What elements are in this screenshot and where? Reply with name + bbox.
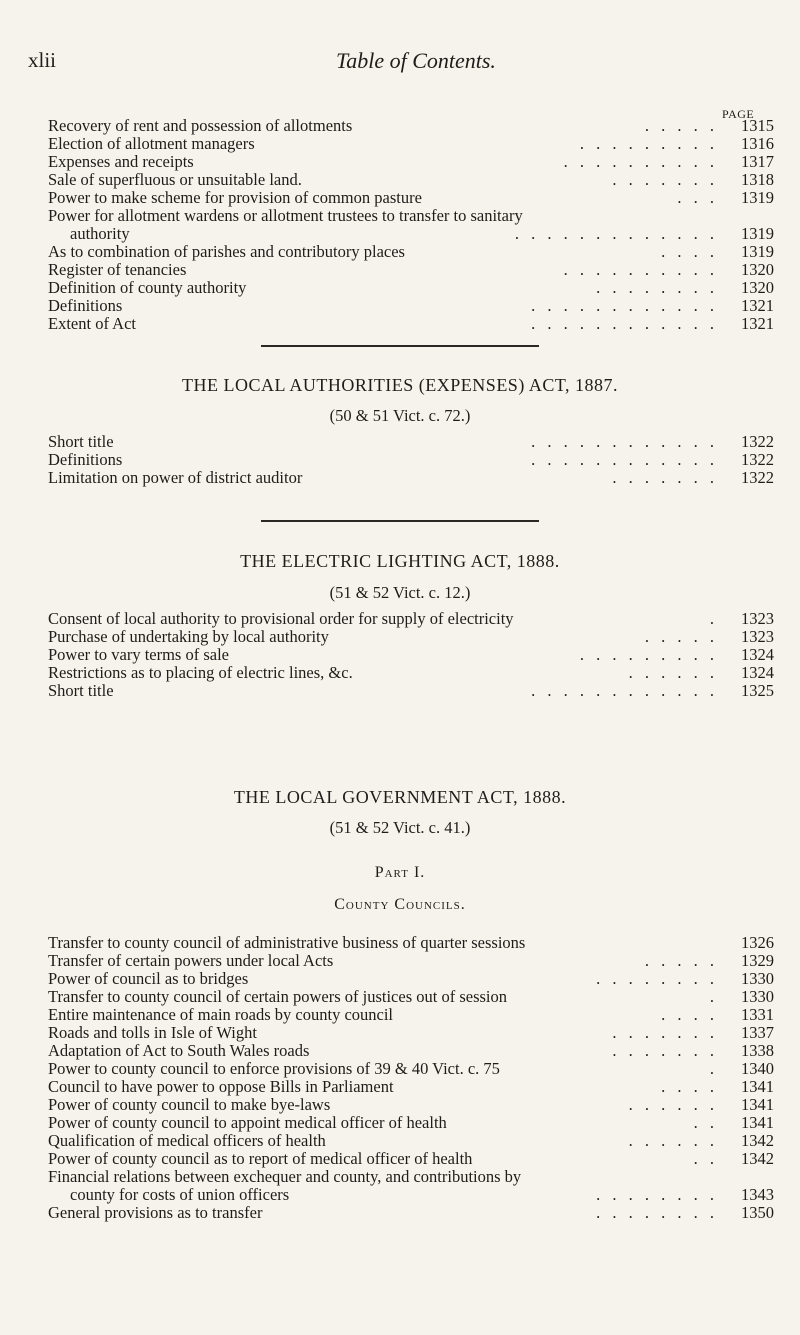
entry-title: Power of council as to bridges — [48, 969, 249, 988]
page-number: 1320 — [741, 260, 774, 279]
page-header — [28, 48, 788, 78]
page-number: 1318 — [741, 170, 774, 189]
toc-entry-continuation — [48, 1186, 774, 1204]
page-number: 1319 — [741, 224, 774, 243]
toc-entry — [48, 207, 774, 225]
toc-entry — [48, 315, 774, 333]
entry-title: Expenses and receipts — [48, 152, 194, 171]
entry-title: Short title — [48, 681, 114, 700]
dot-leader: . . . . . . . . — [596, 1185, 718, 1204]
page-number: 1321 — [741, 296, 774, 315]
toc-entry — [48, 1132, 774, 1150]
folio-number: xlii — [28, 48, 57, 72]
act-title: THE LOCAL AUTHORITIES (EXPENSES) ACT, 1887. — [182, 375, 618, 395]
toc-entry — [48, 297, 774, 315]
toc-entry — [48, 1006, 774, 1024]
entry-title: Definitions — [48, 450, 123, 469]
dot-leader: . . . . . . . . . . . . . — [514, 224, 718, 243]
toc-entry — [48, 628, 774, 646]
page-number: 1340 — [741, 1059, 774, 1078]
act-title: THE ELECTRIC LIGHTING ACT, 1888. — [240, 551, 560, 571]
toc-section-local-authorities-expenses — [48, 433, 774, 487]
toc-entry — [48, 610, 774, 628]
dot-leader: . . . . . . . — [612, 1023, 718, 1042]
dot-leader: . — [709, 609, 718, 628]
dot-leader: . — [709, 987, 718, 1006]
toc-entry — [48, 1024, 774, 1042]
toc-entry — [48, 279, 774, 297]
toc-entry — [48, 433, 774, 451]
toc-entry-continuation — [48, 225, 774, 243]
toc-section-electric-lighting — [48, 610, 774, 700]
entry-title: county for costs of union officers — [70, 1185, 290, 1204]
toc-entry — [48, 469, 774, 487]
dot-leader: . . . . . . . . . . — [563, 152, 718, 171]
toc-entry — [48, 1114, 774, 1132]
entry-title: Power to county council to enforce provisions of 39 & 40 Vict. c. 75 — [48, 1059, 500, 1078]
page-number: 1343 — [741, 1185, 774, 1204]
entry-title: Transfer of certain powers under local Acts — [48, 951, 334, 970]
page-number: 1330 — [741, 969, 774, 988]
toc-entry — [48, 153, 774, 171]
toc-entry — [48, 1060, 774, 1078]
entry-title: Definition of county authority — [48, 278, 247, 297]
page-number: 1337 — [741, 1023, 774, 1042]
entry-title: Council to have power to oppose Bills in Parliament — [48, 1077, 394, 1096]
dot-leader: . . . . . . . — [612, 1041, 718, 1060]
act-title: THE LOCAL GOVERNMENT ACT, 1888. — [233, 787, 567, 807]
running-title: Table of Contents. — [336, 48, 496, 73]
entry-title: General provisions as to transfer — [48, 1203, 263, 1222]
toc-entry — [48, 1078, 774, 1096]
dot-leader: . . . . . . — [628, 1095, 718, 1114]
toc-entry — [48, 1096, 774, 1114]
entry-title: Power to vary terms of sale — [48, 645, 229, 664]
entry-title: Power of county council to appoint medical officer of health — [48, 1113, 447, 1132]
toc-entry — [48, 682, 774, 700]
page-number: 1319 — [741, 242, 774, 261]
page-number: 1341 — [741, 1095, 774, 1114]
toc-entry — [48, 451, 774, 469]
entry-title: Roads and tolls in Isle of Wight — [48, 1023, 257, 1042]
toc-entry — [48, 952, 774, 970]
entry-title: Adaptation of Act to South Wales roads — [48, 1041, 310, 1060]
section-divider — [261, 345, 539, 347]
page-number: 1342 — [741, 1149, 774, 1168]
page-number: 1324 — [741, 663, 774, 682]
toc-section-allotments — [48, 117, 774, 333]
dot-leader: . . . . . . — [628, 1131, 718, 1150]
page-number: 1341 — [741, 1077, 774, 1096]
entry-title: Consent of local authority to provisional order for supply of electricity — [48, 609, 514, 628]
entry-title: Transfer to county council of certain powers of justices out of session — [48, 987, 508, 1006]
dot-leader: . . . — [677, 188, 718, 207]
dot-leader: . . . . . . . . . . . . — [531, 681, 718, 700]
toc-entry — [48, 189, 774, 207]
entry-title: Financial relations between exchequer and county, and contributions by — [48, 1167, 522, 1186]
page-number: 1322 — [741, 450, 774, 469]
act-citation: (50 & 51 Vict. c. 72.) — [329, 406, 471, 425]
page-number: 1326 — [741, 933, 774, 952]
toc-entry — [48, 646, 774, 664]
entry-title: Election of allotment managers — [48, 134, 255, 153]
dot-leader: . . . . . . . . . . . . — [531, 450, 718, 469]
page-number: 1330 — [741, 987, 774, 1006]
dot-leader: . . . . . . . . . . . . — [531, 314, 718, 333]
entry-title: Power of county council to make bye-laws — [48, 1095, 331, 1114]
section-divider — [261, 520, 539, 522]
part-subheading: County Councils. — [334, 896, 466, 913]
entry-title: As to combination of parishes and contributory places — [48, 242, 405, 261]
dot-leader: . . . . . . . . — [596, 278, 718, 297]
dot-leader: . . — [693, 1113, 718, 1132]
toc-entry — [48, 243, 774, 261]
toc-entry — [48, 1204, 774, 1222]
dot-leader: . . . . . . . . . — [579, 134, 718, 153]
toc-entry — [48, 117, 774, 135]
dot-leader: . . . . . . — [628, 663, 718, 682]
dot-leader: . — [709, 1059, 718, 1078]
page-number: 1325 — [741, 681, 774, 700]
entry-title: authority — [70, 224, 130, 243]
part-heading: Part I. — [374, 864, 426, 881]
page-number: 1322 — [741, 432, 774, 451]
dot-leader: . . . . . . . . . — [579, 645, 718, 664]
entry-title: Sale of superfluous or unsuitable land. — [48, 170, 302, 189]
dot-leader: . . . . — [661, 1077, 718, 1096]
dot-leader: . . . . . . . . . . — [563, 260, 718, 279]
page-number: 1342 — [741, 1131, 774, 1150]
page-number: 1316 — [741, 134, 774, 153]
dot-leader: . . . . . — [644, 116, 718, 135]
page-number: 1324 — [741, 645, 774, 664]
dot-leader: . . . . . . . . — [596, 969, 718, 988]
toc-entry — [48, 1042, 774, 1060]
dot-leader: . . . . . . . . . . . . — [531, 296, 718, 315]
page-number: 1338 — [741, 1041, 774, 1060]
toc-entry — [48, 934, 774, 952]
page-number: 1321 — [741, 314, 774, 333]
page-number: 1319 — [741, 188, 774, 207]
dot-leader: . . . . . . . . . . . . — [531, 432, 718, 451]
page-number: 1322 — [741, 468, 774, 487]
entry-title: Entire maintenance of main roads by county council — [48, 1005, 394, 1024]
entry-title: Purchase of undertaking by local authority — [48, 627, 329, 646]
dot-leader: . . . . . — [644, 627, 718, 646]
page-number: 1331 — [741, 1005, 774, 1024]
dot-leader: . . . . . . . — [612, 170, 718, 189]
toc-entry — [48, 171, 774, 189]
entry-title: Definitions — [48, 296, 123, 315]
act-citation: (51 & 52 Vict. c. 41.) — [329, 818, 471, 837]
page-number: 1320 — [741, 278, 774, 297]
dot-leader: . . . . . — [644, 951, 718, 970]
act-citation: (51 & 52 Vict. c. 12.) — [329, 583, 471, 602]
dot-leader: . . . . — [661, 1005, 718, 1024]
entry-title: Power for allotment wardens or allotment trustees to transfer to sanitary — [48, 206, 523, 225]
toc-entry — [48, 135, 774, 153]
toc-entry — [48, 261, 774, 279]
entry-title: Extent of Act — [48, 314, 136, 333]
page-number: 1323 — [741, 627, 774, 646]
page-number: 1341 — [741, 1113, 774, 1132]
entry-title: Power of county council as to report of medical officer of health — [48, 1149, 473, 1168]
entry-title: Power to make scheme for provision of common pasture — [48, 188, 422, 207]
toc-section-local-government — [48, 934, 774, 1222]
entry-title: Short title — [48, 432, 114, 451]
dot-leader: . . . . . . . . — [596, 1203, 718, 1222]
page-column-heading: PAGE — [722, 107, 755, 121]
toc-entry — [48, 1168, 774, 1186]
toc-entry — [48, 1150, 774, 1168]
toc-entry — [48, 988, 774, 1006]
page-number: 1350 — [741, 1203, 774, 1222]
dot-leader: . . . . — [661, 242, 718, 261]
entry-title: Qualification of medical officers of health — [48, 1131, 326, 1150]
dot-leader: . . — [693, 1149, 718, 1168]
entry-title: Transfer to county council of administrative business of quarter sessions — [48, 933, 526, 952]
page-number: 1329 — [741, 951, 774, 970]
entry-title: Recovery of rent and possession of allotments — [48, 116, 353, 135]
entry-title: Restrictions as to placing of electric lines, &c. — [48, 663, 353, 682]
dot-leader: . . . . . . . — [612, 468, 718, 487]
page-number: 1323 — [741, 609, 774, 628]
entry-title: Register of tenancies — [48, 260, 187, 279]
page-number: 1317 — [741, 152, 774, 171]
toc-entry — [48, 970, 774, 988]
entry-title: Limitation on power of district auditor — [48, 468, 303, 487]
toc-entry — [48, 664, 774, 682]
page-number: 1315 — [741, 116, 774, 135]
